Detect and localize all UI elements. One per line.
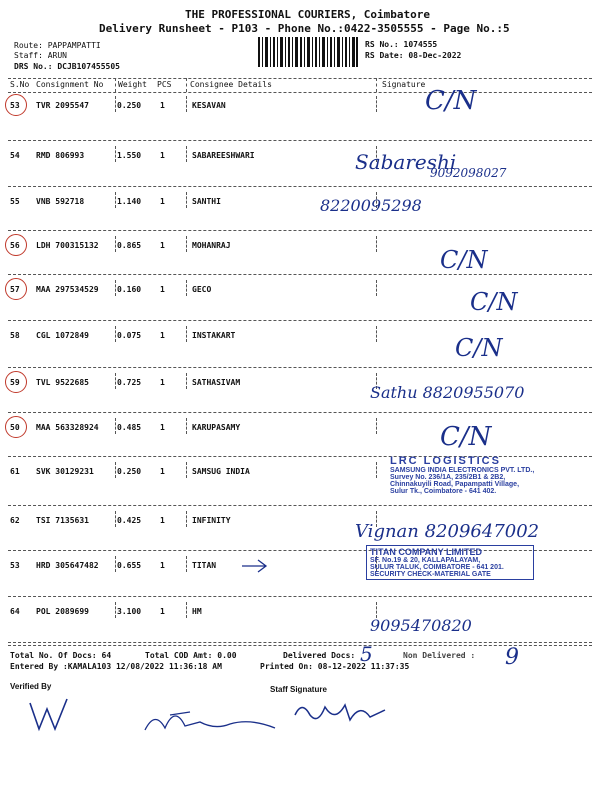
row-weight: 1.140 [117,197,142,206]
row-consignment-no: SVK 30129231 [36,467,94,476]
stamp-line: SECURITY CHECK-MATERIAL GATE [370,571,491,578]
circle-mark [5,94,27,116]
row-consignment-no: TVL 9522685 [36,378,89,387]
staff-signature-label: Staff Signature [270,685,327,694]
col-sep [186,462,187,478]
row-divider [8,642,592,643]
row-pcs: 1 [160,378,165,387]
row-consignment-no: CGL 1072849 [36,331,89,340]
row-consignee: HM [192,607,202,616]
col-sep [376,78,377,92]
circle-mark [5,234,27,256]
row-consignee: TITAN [192,561,217,570]
row-sno: 55 [10,197,20,206]
row-weight: 0.865 [117,241,142,250]
row-pcs: 1 [160,101,165,110]
col-sep [115,78,116,92]
delivered-docs: Delivered Docs: [283,651,356,660]
row-weight: 0.250 [117,101,142,110]
circle-mark [5,371,27,393]
row-signature: C/N [425,86,477,116]
col-sep [186,236,187,252]
row-sno: 61 [10,467,20,476]
row-consignee: GECO [192,285,212,294]
table-row [0,86,600,144]
col-pcs: PCS [157,80,172,89]
row-consignment-no: MAA 563328924 [36,423,99,432]
col-sep [115,418,116,434]
row-divider [8,412,592,413]
col-sep [376,236,377,252]
row-signature: C/N [470,288,518,316]
row-signature: 9095470820 [370,616,472,635]
row-signature: C/N [455,334,503,362]
row-sno: 62 [10,516,20,525]
row-consignee: INSTAKART [192,331,236,340]
col-sep [376,462,377,478]
col-sep [115,326,116,342]
col-sep [186,373,187,389]
route-label: Route: PAPPAMPATTI [14,41,101,50]
row-divider [8,186,592,187]
barcode-image [258,37,358,67]
col-sep [376,280,377,296]
staff-label: Staff: ARUN [14,51,67,60]
row-pcs: 1 [160,467,165,476]
row-pcs: 1 [160,607,165,616]
col-sep [115,511,116,527]
row-divider [8,367,592,368]
row-pcs: 1 [160,516,165,525]
stamp-line: Chinnakuyili Road, Papampatti Village, [390,481,520,488]
row-pcs: 1 [160,197,165,206]
table-row [0,373,600,421]
col-sep [115,602,116,618]
stamp-line: LRC LOGISTICS [390,455,501,467]
stamp-line: SF. No.19 & 20, KALLAPALAYAM, [370,557,481,564]
rs-date: RS Date: 08-Dec-2022 [365,51,462,60]
row-consignee: SAMSUG INDIA [192,467,250,476]
row-consignment-no: POL 2089699 [36,607,89,616]
circle-mark [5,416,27,438]
verifier-signature [25,695,75,735]
company-title: THE PROFESSIONAL COURIERS, Coimbatore [185,8,431,21]
col-sep [115,373,116,389]
col-sep [115,236,116,252]
row-divider [8,320,592,321]
row-consignment-no: TVR 2095547 [36,101,89,110]
row-weight: 0.485 [117,423,142,432]
row-divider [8,596,592,597]
row-sno: 64 [10,607,20,616]
row-sno: 53 [10,561,20,570]
row-signature: Sabareshi [355,150,457,174]
row-signature: Vignan 8209647002 [355,521,540,542]
row-pcs: 1 [160,285,165,294]
col-sep [186,418,187,434]
col-sep [115,96,116,112]
row-consignee: KARUPASAMY [192,423,241,432]
row-pcs: 1 [160,423,165,432]
entered-by: Entered By :KAMALA103 12/08/2022 11:36:18 AM [10,662,222,671]
row-pcs: 1 [160,331,165,340]
col-weight: Weight [118,80,147,89]
col-sep [186,326,187,342]
row-signature: C/N [440,246,488,274]
stamp-line: Survey No. 236/1A, 235/2B1 & 2B2, [390,474,506,481]
col-sep [186,511,187,527]
col-sep [186,78,187,92]
row-signature-phone: 9092098027 [430,166,507,180]
col-sep [115,280,116,296]
stamp-line: SAMSUNG INDIA ELECTRONICS PVT. LTD., [390,467,535,474]
col-sep [186,602,187,618]
row-weight: 0.655 [117,561,142,570]
col-sep [115,556,116,572]
circle-mark [5,278,27,300]
printed-on: Printed On: 08-12-2022 11:37:35 [260,662,410,671]
row-divider [8,505,592,506]
col-sep [186,192,187,208]
row-divider [8,274,592,275]
stamp-line: Sulur Tk., Coimbatore - 641 402. [390,488,497,495]
total-docs: Total No. Of Docs: 64 [10,651,112,660]
delivered-count: 5 [360,642,373,666]
row-weight: 0.725 [117,378,142,387]
titan-stamp [366,545,534,580]
row-divider [8,140,592,141]
row-signature: Sathu 8820955070 [370,383,525,402]
col-sep [186,556,187,572]
col-sep [186,146,187,162]
row-consignment-no: VNB 592718 [36,197,85,206]
row-sno: 57 [10,285,20,294]
row-consignee: SATHASIVAM [192,378,241,387]
row-sno: 56 [10,241,20,250]
verified-by-label: Verified By [10,682,52,691]
row-consignee: KESAVAN [192,101,226,110]
clerk-signature [140,700,280,745]
stamp-line: TITAN COMPANY LIMITED [370,547,482,557]
row-pcs: 1 [160,241,165,250]
col-sep [186,280,187,296]
row-consignment-no: TSI 7135631 [36,516,89,525]
row-signature: C/N [440,422,492,452]
non-delivered-docs: Non Delivered : [403,651,476,660]
row-consignee: SANTHI [192,197,221,206]
row-divider [8,230,592,231]
lrc-logistics-stamp [390,455,590,495]
non-delivered-count: 9 [505,645,519,670]
row-pcs: 1 [160,561,165,570]
col-sep [186,96,187,112]
col-consignment: Consignment No [36,80,104,89]
row-signature: 8220095298 [320,196,422,215]
col-sno: S.No [10,80,30,89]
header-divider-bottom [8,92,592,93]
row-sno: 54 [10,151,20,160]
row-sno: 50 [10,423,20,432]
header-divider-top [8,78,592,79]
row-weight: 0.425 [117,516,142,525]
col-consignee: Consignee Details [190,80,272,89]
table-row [0,236,600,284]
col-sep [376,418,377,434]
stamp-line: SULUR TALUK, COIMBATORE - 641 201. [370,564,504,571]
staff-signature [290,695,390,730]
col-sep [376,326,377,342]
row-sno: 53 [10,101,20,110]
row-consignment-no: HRD 305647482 [36,561,99,570]
row-weight: 1.550 [117,151,142,160]
row-consignee: MOHANRAJ [192,241,231,250]
row-weight: 0.160 [117,285,142,294]
row-consignment-no: LDH 700315132 [36,241,99,250]
runsheet-subtitle: Delivery Runsheet - P103 - Phone No.:0422-3505555 - Page No.:5 [99,22,510,35]
col-sep [115,462,116,478]
row-sno: 59 [10,378,20,387]
drs-number: DRS No.: DCJB107455505 [14,62,120,71]
row-consignee: INFINITY [192,516,231,525]
arrow-icon [240,556,270,576]
row-consignee: SABAREESHWARI [192,151,255,160]
row-consignment-no: RMD 806993 [36,151,85,160]
col-sep [376,96,377,112]
row-pcs: 1 [160,151,165,160]
col-sep [115,146,116,162]
col-signature: Signature [382,80,426,89]
row-consignment-no: MAA 297534529 [36,285,99,294]
col-sep [115,192,116,208]
total-cod: Total COD Amt: 0.00 [145,651,237,660]
row-weight: 0.075 [117,331,142,340]
row-sno: 58 [10,331,20,340]
row-weight: 0.250 [117,467,142,476]
table-row [0,192,600,240]
rs-number: RS No.: 1074555 [365,40,438,49]
row-weight: 3.100 [117,607,142,616]
